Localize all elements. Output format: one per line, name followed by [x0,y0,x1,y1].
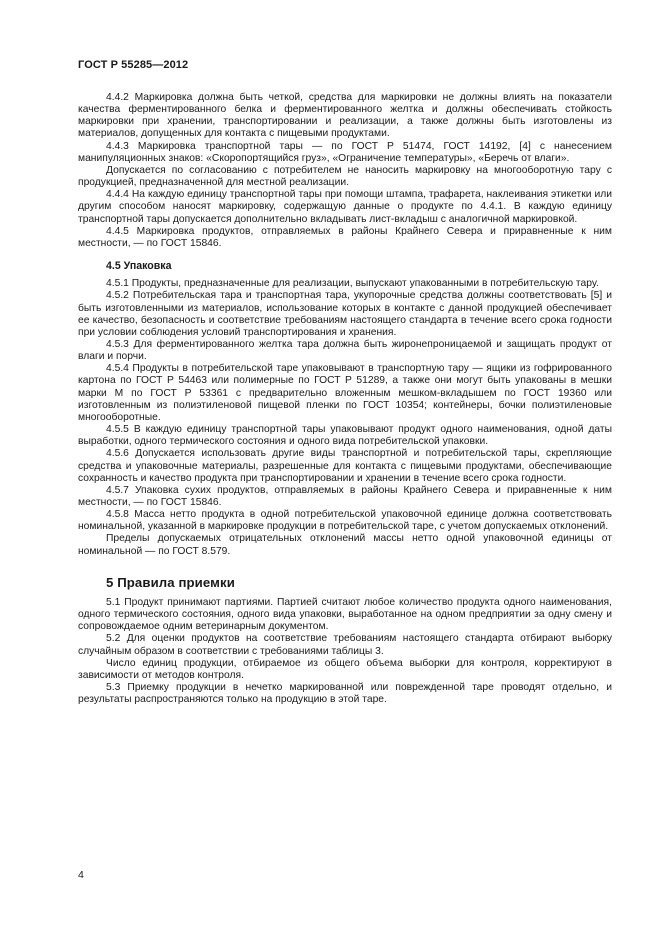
paragraph-4-5-7: 4.5.7 Упаковка сухих продуктов, отправляемых в районы Крайнего Севера и приравненные к ним местности, — по ГОСТ 15846. [78,484,612,508]
paragraph-4-5-8: 4.5.8 Масса нетто продукта в одной потребительской упаковочной единице должна соответствовать номинальной, указанной в маркировке продукции в потребительской таре, с учетом допускаемых отклонений. [78,509,612,533]
paragraph-4-5-8-note: Пределы допускаемых отрицательных отклонений массы нетто одной упаковочной единицы от номинальной — по ГОСТ 8.579. [78,533,612,557]
paragraph-4-4-3-note: Допускается по согласованию с потребителем не наносить маркировку на многооборотную тару с продукцией, предназначенной для местной реализации. [78,164,612,189]
document-header: ГОСТ Р 55285—2012 [78,59,189,71]
paragraph-4-4-5: 4.4.5 Маркировка продуктов, отправляемых в районы Крайнего Севера и приравненные к ним местности, — по ГОСТ 15846. [78,225,612,249]
subsection-heading-packaging: 4.5 Упаковка [106,260,172,273]
paragraph-4-5-6: 4.5.6 Допускается использовать другие виды транспортной и потребительской тары, скрепляющие средства и упаковочные материалы, разрешенные для контакта с пищевыми продуктами, обеспечивающие сохранность и качество продукта при транспортировании и хранении в течение всего срока годности. [78,448,612,484]
paragraph-4-5-2: 4.5.2 Потребительская тара и транспортная тара, укупорочные средства должны соответствовать [5] и быть изготовленными из материалов, использование которых в контакте с данной продукцией обеспечивает ее качество, безопасность и соответствие требованиям настоящего стандарта в течение всего срока годности при условии соблюдения условий транспортирования и хранения. [78,290,612,338]
page-number: 4 [78,869,84,881]
paragraph-4-4-2: 4.4.2 Маркировка должна быть четкой, средства для маркировки не должны влиять на показатели качества ферментированного белка и ферментированного желтка и должны обеспечивать стойкость маркировки при хранении, транспортировании и реализации, а также должны быть изготовлены из материалов, допущенных для контакта с пищевыми продуктами. [78,92,612,140]
paragraph-4-5-3: 4.5.3 Для ферментированного желтка тара должна быть жиронепроницаемой и защищать продукт от влаги и порчи. [78,338,612,363]
paragraph-5-2: 5.2 Для оценки продуктов на соответствие требованиям настоящего стандарта отбирают выборку случайным образом в соответствии с требованиями таблицы 3. [78,633,612,657]
section-heading-acceptance-rules: 5 Правила приемки [106,574,235,590]
paragraph-4-4-3: 4.4.3 Маркировка транспортной тары — по ГОСТ Р 51474, ГОСТ 14192, [4] с нанесением манипуляционных знаков: «Скоропортящийся груз», «Ограничение температуры», «Беречь от влаги». [78,140,612,164]
paragraph-4-5-5: 4.5.5 В каждую единицу транспортной тары упаковывают продукт одного наименования, одной даты выработки, одного термического состояния и одного вида потребительской упаковки. [78,424,612,448]
paragraph-5-1: 5.1 Продукт принимают партиями. Партией считают любое количество продукта одного наименования, одного термического состояния, одного вида упаковки, выработанное на одном предприятии за одну смену и сопровождаемое одним ветеринарным документом. [78,596,612,633]
paragraph-5-3: 5.3 Приемку продукции в нечетко маркированной или поврежденной таре проводят отдельно, и результаты распространяются только на продукцию в этой таре. [78,682,612,706]
paragraph-4-5-1: 4.5.1 Продукты, предназначенные для реализации, выпускают упакованными в потребительскую тару. [106,278,599,290]
document-body [78,92,612,706]
paragraph-4-4-4: 4.4.4 На каждую единицу транспортной тары при помощи штампа, трафарета, наклеивания этикетки или другим способом наносят маркировку, содержащую данные о продукте по 4.4.1. В каждую единицу транспортной тары допускается дополнительно вкладывать лист-вкладыш с аналогичной маркировкой. [78,189,612,225]
paragraph-4-5-4: 4.5.4 Продукты в потребительской таре упаковывают в транспортную тару — ящики из гофрированного картона по ГОСТ Р 54463 или полимерные по ГОСТ Р 51289, а также они могут быть упакованы в мешки марки М по ГОСТ Р 53361 с предварительно вложенным мешком-вкладышем по ГОСТ 19360 или изготовленным из полиэтиленовой пищевой пленки по ГОСТ 10354; контейнеры, бочки полиэтиленовые многооборотные. [78,363,612,423]
paragraph-5-2-note: Число единиц продукции, отбираемое из общего объема выборки для контроля, корректируют в зависимости от методов контроля. [78,657,612,681]
